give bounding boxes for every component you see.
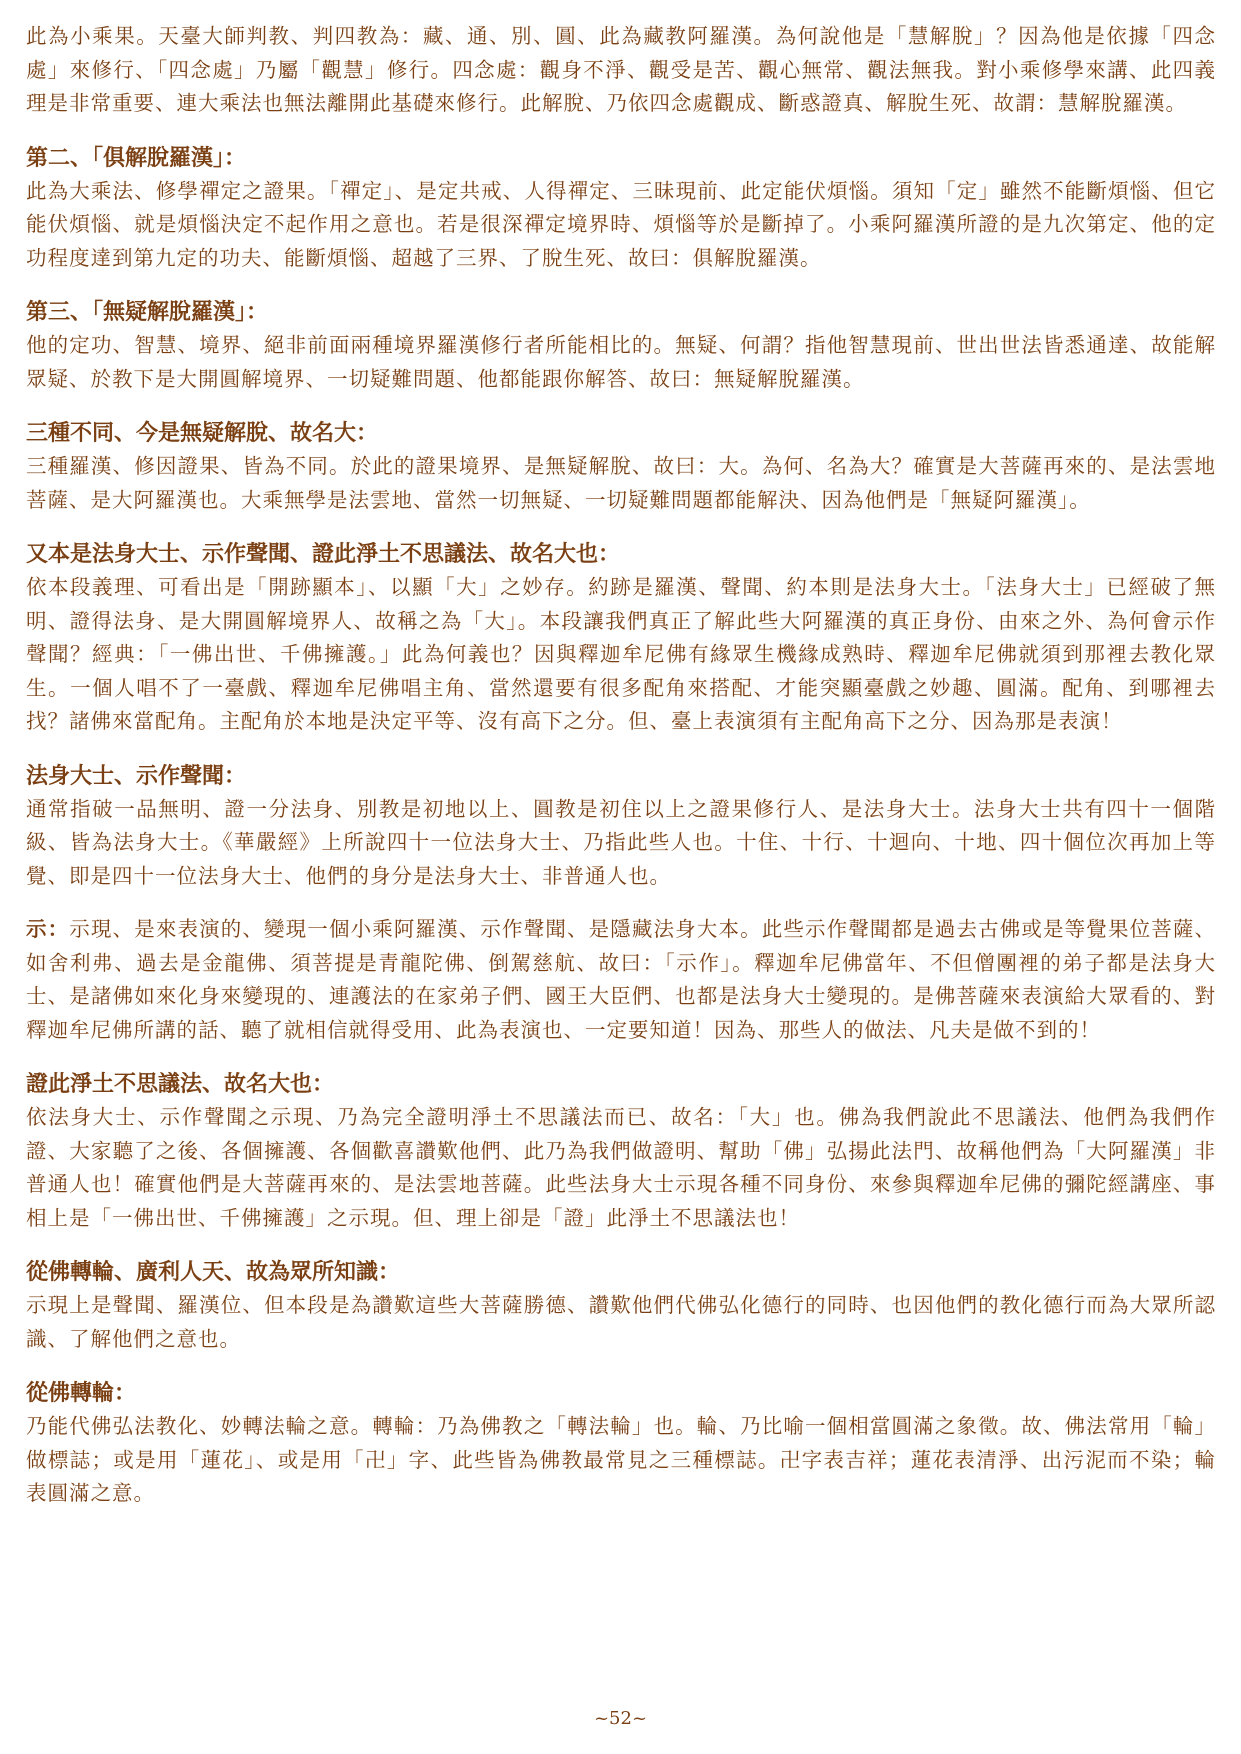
section-body: 他的定功、智慧、境界、絕非前面兩種境界羅漢修行者所能相比的。無疑、何謂？指他智慧現前、世出世法皆悉通達、故能解眾疑、於教下是大開圓解境界、一切疑難問題、他都能跟你解答、故曰：無疑解脫羅漢。: [26, 333, 1216, 391]
document-page: [26, 20, 1216, 1531]
section-7: [26, 913, 1216, 1047]
section-3: [26, 295, 1216, 396]
section-body: 依本段義理、可看出是「開跡顯本」、以顯「大」之妙存。約跡是羅漢、聲聞、約本則是法身大士。「法身大士」已經破了無明、證得法身、是大開圓解境界人、故稱之為「大」。本段讓我們真正了解此些大阿羅漢的真正身份、由來之外、為何會示作聲聞？經典：「一佛出世、千佛擁護。」此為何義也？因與釋迦牟尼佛有緣眾生機緣成熟時、釋迦牟尼佛就須到那裡去教化眾生。一個人唱不了一臺戲、釋迦牟尼佛唱主角、當然還要有很多配角來搭配、才能突顯臺戲之妙趣、圓滿。配角、到哪裡去找？諸佛來當配角。主配角於本地是決定平等、沒有高下之分。但、臺上表演須有主配角高下之分、因為那是表演！: [26, 575, 1216, 733]
section-body: [26, 913, 1216, 1047]
section-8: [26, 1067, 1216, 1235]
section-body: 三種羅漢、修因證果、皆為不同。於此的證果境界、是無疑解脫、故曰：大。為何、名為大？確實是大菩薩再來的、是法雲地菩薩、是大阿羅漢也。大乘無學是法雲地、當然一切無疑、一切疑難問題都能解決、因為他們是「無疑阿羅漢」。: [26, 454, 1216, 512]
section-heading: 從佛轉輪、廣利人天、故為眾所知識：: [26, 1259, 401, 1285]
section-heading: 三種不同、今是無疑解脫、故名大：: [26, 420, 379, 446]
section-body: 乃能代佛弘法教化、妙轉法輪之意。轉輪：乃為佛教之「轉法輪」也。輪、乃比喻一個相當圓滿之象徵。故、佛法常用「輪」做標誌；或是用「蓮花」、或是用「卍」字、此些皆為佛教最常見之三種標誌。卍字表吉祥；蓮花表清淨、出污泥而不染；輪表圓滿之意。: [26, 1414, 1216, 1505]
section-2: [26, 141, 1216, 276]
section-10: [26, 1376, 1216, 1511]
section-6: [26, 759, 1216, 894]
section-body: 此為大乘法、修學禪定之證果。「禪定」、是定共戒、人得禪定、三昧現前、此定能伏煩惱。須知「定」雖然不能斷煩惱、但它能伏煩惱、就是煩惱決定不起作用之意也。若是很深禪定境界時、煩惱等於是斷掉了。小乘阿羅漢所證的是九次第定、他的定功程度達到第九定的功夫、能斷煩惱、超越了三界、了脫生死、故曰：俱解脫羅漢。: [26, 178, 1216, 270]
section-body: 示現上是聲聞、羅漢位、但本段是為讚歎這些大菩薩勝德、讚歎他們代佛弘化德行的同時、也因他們的教化德行而為大眾所認識、了解他們之意也。: [26, 1293, 1216, 1351]
section-heading: 法身大士、示作聲聞：: [26, 762, 247, 789]
section-5: [26, 537, 1216, 739]
section-heading: 又本是法身大士、示作聲聞、證此淨土不思議法、故名大也：: [26, 541, 621, 567]
lead-body: 示現、是來表演的、變現一個小乘阿羅漢、示作聲聞、是隱藏法身大本。此些示作聲聞都是過去古佛或是等覺果位菩薩、如舍利弗、過去是金龍佛、須菩提是青龍陀佛、倒駕慈航、故曰：「示作」。釋迦牟尼佛當年、不但僧團裡的弟子都是法身大士、是諸佛如來化身來變現的、連護法的在家弟子們、國王大臣們、也都是法身大士變現的。是佛菩薩來表演給大眾看的、對釋迦牟尼佛所講的話、聽了就相信就得受用、此為表演也、一定要知道！因為、那些人的做法、凡夫是做不到的！: [26, 917, 1217, 1042]
section-heading: 證此淨土不思議法、故名大也：: [26, 1071, 335, 1097]
section-9: [26, 1255, 1216, 1356]
section-heading: 從佛轉輪：: [26, 1380, 137, 1406]
section-heading: 第二、「俱解脫羅漢」：: [26, 144, 247, 171]
section-4: [26, 416, 1216, 517]
section-body: 通常指破一品無明、證一分法身、別教是初地以上、圓教是初住以上之證果修行人、是法身大士。法身大士共有四十一個階級、皆為法身大士。《華嚴經》上所說四十一位法身大士、乃指此些人也。十住、十行、十迴向、十地、四十個位次再加上等覺、即是四十一位法身大士、他們的身分是法身大士、非普通人也。: [26, 796, 1216, 888]
section-body: 依法身大士、示作聲聞之示現、乃為完全證明淨土不思議法而已、故名：「大」也。佛為我們說此不思議法、他們為我們作證、大家聽了之後、各個擁護、各個歡喜讚歎他們、此乃為我們做證明、幫助「佛」弘揚此法門、故稱他們為「大阿羅漢」非普通人也！確實他們是大菩薩再來的、是法雲地菩薩。此些法身大士示現各種不同身份、來參與釋迦牟尼佛的彌陀經講座、事相上是「一佛出世、千佛擁護」之示現。但、理上卻是「證」此淨土不思議法也！: [26, 1105, 1216, 1230]
intro-paragraph: 此為小乘果。天臺大師判教、判四教為：藏、通、別、圓、此為藏教阿羅漢。為何說他是「慧解脫」？因為他是依據「四念處」來修行、「四念處」乃屬「觀慧」修行。四念處：觀身不淨、觀受是苦、觀心無常、觀法無我。對小乘修學來講、此四義理是非常重要、連大乘法也無法離開此基礎來修行。此解脫、乃依四念處觀成、斷惑證真、解脫生死、故謂：慧解脫羅漢。: [26, 24, 1216, 115]
intro-section: [26, 20, 1216, 121]
page-number: ~52~: [593, 1708, 648, 1729]
lead-term: 示：: [26, 917, 70, 941]
section-heading: 第三、「無疑解脫羅漢」：: [26, 299, 269, 325]
